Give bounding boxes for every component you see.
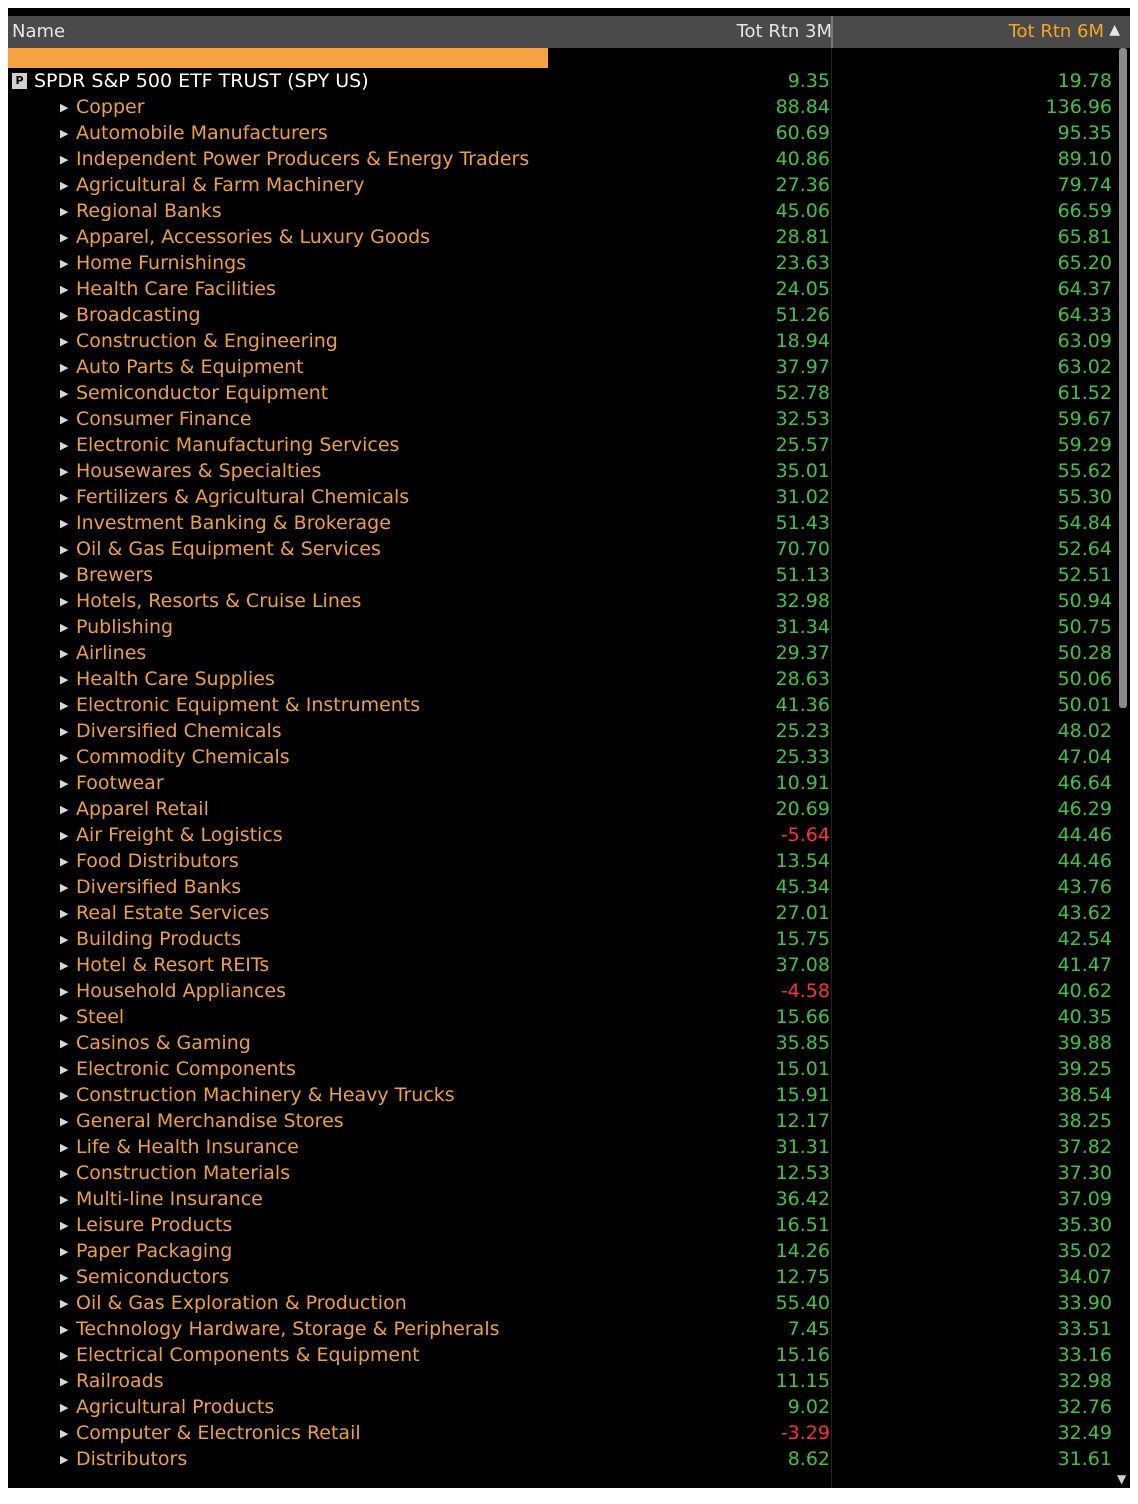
expand-arrow-icon[interactable]: ▶ bbox=[60, 101, 69, 114]
row-name: Home Furnishings bbox=[76, 252, 247, 274]
row-tot-rtn-6m: 59.29 bbox=[1057, 434, 1112, 456]
sort-arrow-icon[interactable]: ▲ bbox=[1109, 22, 1120, 38]
row-tot-rtn-3m: 41.36 bbox=[775, 694, 830, 716]
row-tot-rtn-6m: 50.94 bbox=[1057, 590, 1112, 612]
table-row[interactable] bbox=[8, 302, 1116, 328]
row-name: Agricultural & Farm Machinery bbox=[76, 174, 365, 196]
row-name: Leisure Products bbox=[76, 1214, 233, 1236]
row-name: Technology Hardware, Storage & Peripherals bbox=[76, 1318, 500, 1340]
expand-arrow-icon[interactable]: ▶ bbox=[60, 595, 69, 608]
expand-arrow-icon[interactable]: ▶ bbox=[60, 361, 69, 374]
expand-arrow-icon[interactable]: ▶ bbox=[60, 543, 69, 556]
row-tot-rtn-3m: 51.13 bbox=[775, 564, 830, 586]
table-row[interactable] bbox=[8, 1056, 1116, 1082]
row-tot-rtn-3m: 15.91 bbox=[775, 1084, 830, 1106]
row-tot-rtn-6m: 89.10 bbox=[1057, 148, 1112, 170]
scroll-down-arrow-icon[interactable]: ▼ bbox=[1117, 1472, 1127, 1486]
table-row[interactable] bbox=[8, 146, 1116, 172]
expand-arrow-icon[interactable]: ▶ bbox=[60, 439, 69, 452]
row-tot-rtn-3m: 9.35 bbox=[787, 70, 830, 92]
expand-arrow-icon[interactable]: ▶ bbox=[60, 1063, 69, 1076]
row-tot-rtn-3m: 25.33 bbox=[775, 746, 830, 768]
expand-arrow-icon[interactable]: ▶ bbox=[60, 231, 69, 244]
table-row[interactable] bbox=[8, 406, 1116, 432]
row-name: Regional Banks bbox=[76, 200, 222, 222]
row-name: SPDR S&P 500 ETF TRUST (SPY US) bbox=[34, 70, 369, 92]
row-name: Construction Materials bbox=[76, 1162, 291, 1184]
expand-arrow-icon[interactable]: ▶ bbox=[60, 907, 69, 920]
row-tot-rtn-6m: 50.06 bbox=[1057, 668, 1112, 690]
table-row[interactable] bbox=[8, 588, 1116, 614]
row-tot-rtn-3m: 11.15 bbox=[775, 1370, 830, 1392]
row-tot-rtn-3m: 32.98 bbox=[775, 590, 830, 612]
row-tot-rtn-3m: 28.63 bbox=[775, 668, 830, 690]
table-row[interactable] bbox=[8, 718, 1116, 744]
row-tot-rtn-6m: 79.74 bbox=[1057, 174, 1112, 196]
row-tot-rtn-3m: 32.53 bbox=[775, 408, 830, 430]
expand-arrow-icon[interactable]: ▶ bbox=[60, 1219, 69, 1232]
row-tot-rtn-3m: -3.29 bbox=[780, 1422, 830, 1444]
row-tot-rtn-6m: 35.30 bbox=[1057, 1214, 1112, 1236]
expand-arrow-icon[interactable]: ▶ bbox=[60, 309, 69, 322]
row-name: Broadcasting bbox=[76, 304, 201, 326]
row-name: Construction Machinery & Heavy Trucks bbox=[76, 1084, 455, 1106]
row-tot-rtn-3m: 37.97 bbox=[775, 356, 830, 378]
table-row[interactable] bbox=[8, 1420, 1116, 1446]
row-name: Apparel Retail bbox=[76, 798, 209, 820]
row-tot-rtn-6m: 55.62 bbox=[1057, 460, 1112, 482]
expand-arrow-icon[interactable]: ▶ bbox=[60, 153, 69, 166]
row-tot-rtn-6m: 37.30 bbox=[1057, 1162, 1112, 1184]
row-name: Brewers bbox=[76, 564, 154, 586]
row-tot-rtn-6m: 41.47 bbox=[1057, 954, 1112, 976]
row-name: Multi-line Insurance bbox=[76, 1188, 263, 1210]
expand-arrow-icon[interactable]: ▶ bbox=[60, 465, 69, 478]
row-tot-rtn-3m: 60.69 bbox=[775, 122, 830, 144]
table-row[interactable] bbox=[8, 1316, 1116, 1342]
expand-arrow-icon[interactable]: ▶ bbox=[60, 1141, 69, 1154]
scrollbar-thumb[interactable] bbox=[1119, 48, 1127, 708]
row-name: Health Care Supplies bbox=[76, 668, 275, 690]
expand-arrow-icon[interactable]: ▶ bbox=[60, 803, 69, 816]
row-name: Electronic Equipment & Instruments bbox=[76, 694, 421, 716]
table-row[interactable] bbox=[8, 536, 1116, 562]
row-tot-rtn-3m: 31.31 bbox=[775, 1136, 830, 1158]
row-tot-rtn-3m: 51.26 bbox=[775, 304, 830, 326]
row-tot-rtn-6m: 64.33 bbox=[1057, 304, 1112, 326]
row-tot-rtn-3m: 23.63 bbox=[775, 252, 830, 274]
row-tot-rtn-6m: 66.59 bbox=[1057, 200, 1112, 222]
expand-arrow-icon[interactable]: ▶ bbox=[60, 881, 69, 894]
expand-arrow-icon[interactable]: ▶ bbox=[60, 855, 69, 868]
expand-arrow-icon[interactable]: ▶ bbox=[60, 1167, 69, 1180]
table-row[interactable] bbox=[8, 1082, 1116, 1108]
row-tot-rtn-6m: 47.04 bbox=[1057, 746, 1112, 768]
row-tot-rtn-6m: 37.09 bbox=[1057, 1188, 1112, 1210]
row-tot-rtn-6m: 64.37 bbox=[1057, 278, 1112, 300]
row-tot-rtn-3m: 13.54 bbox=[775, 850, 830, 872]
row-name: Oil & Gas Equipment & Services bbox=[76, 538, 381, 560]
row-tot-rtn-6m: 32.76 bbox=[1057, 1396, 1112, 1418]
row-tot-rtn-3m: 7.45 bbox=[787, 1318, 830, 1340]
filter-row[interactable] bbox=[8, 48, 548, 68]
vertical-scrollbar[interactable] bbox=[1116, 48, 1130, 1488]
row-tot-rtn-3m: 16.51 bbox=[775, 1214, 830, 1236]
row-tot-rtn-3m: 14.26 bbox=[775, 1240, 830, 1262]
expand-arrow-icon[interactable]: ▶ bbox=[60, 1115, 69, 1128]
row-tot-rtn-6m: 43.76 bbox=[1057, 876, 1112, 898]
row-tot-rtn-3m: 55.40 bbox=[775, 1292, 830, 1314]
expand-arrow-icon[interactable]: ▶ bbox=[60, 699, 69, 712]
row-tot-rtn-6m: 33.16 bbox=[1057, 1344, 1112, 1366]
row-name: Electronic Manufacturing Services bbox=[76, 434, 400, 456]
row-tot-rtn-3m: 51.43 bbox=[775, 512, 830, 534]
row-tot-rtn-6m: 42.54 bbox=[1057, 928, 1112, 950]
row-tot-rtn-3m: 27.36 bbox=[775, 174, 830, 196]
table-row[interactable] bbox=[8, 432, 1116, 458]
row-tot-rtn-3m: 15.75 bbox=[775, 928, 830, 950]
row-name: Agricultural Products bbox=[76, 1396, 275, 1418]
row-tot-rtn-3m: 15.66 bbox=[775, 1006, 830, 1028]
expand-arrow-icon[interactable]: ▶ bbox=[60, 283, 69, 296]
table-row[interactable] bbox=[8, 1030, 1116, 1056]
row-tot-rtn-6m: 46.64 bbox=[1057, 772, 1112, 794]
row-tot-rtn-6m: 55.30 bbox=[1057, 486, 1112, 508]
row-tot-rtn-6m: 35.02 bbox=[1057, 1240, 1112, 1262]
row-tot-rtn-3m: 29.37 bbox=[775, 642, 830, 664]
expand-arrow-icon[interactable]: ▶ bbox=[60, 1323, 69, 1336]
row-name: Paper Packaging bbox=[76, 1240, 233, 1262]
column-header-tot-rtn-6m[interactable]: Tot Rtn 6M bbox=[1008, 21, 1104, 42]
row-name: Copper bbox=[76, 96, 145, 118]
expand-arrow-icon[interactable]: ▶ bbox=[60, 933, 69, 946]
row-tot-rtn-6m: 65.20 bbox=[1057, 252, 1112, 274]
row-tot-rtn-3m: -4.58 bbox=[780, 980, 830, 1002]
table-row[interactable] bbox=[8, 848, 1116, 874]
row-tot-rtn-3m: 37.08 bbox=[775, 954, 830, 976]
row-tot-rtn-6m: 33.51 bbox=[1057, 1318, 1112, 1340]
row-tot-rtn-3m: 40.86 bbox=[775, 148, 830, 170]
table-row[interactable] bbox=[8, 1134, 1116, 1160]
row-tot-rtn-3m: 18.94 bbox=[775, 330, 830, 352]
expand-arrow-icon[interactable]: ▶ bbox=[60, 1401, 69, 1414]
row-name: Real Estate Services bbox=[76, 902, 270, 924]
row-tot-rtn-6m: 61.52 bbox=[1057, 382, 1112, 404]
row-tot-rtn-3m: 35.85 bbox=[775, 1032, 830, 1054]
table-row[interactable] bbox=[8, 926, 1116, 952]
row-tot-rtn-6m: 39.88 bbox=[1057, 1032, 1112, 1054]
row-tot-rtn-6m: 38.54 bbox=[1057, 1084, 1112, 1106]
expand-arrow-icon[interactable]: ▶ bbox=[60, 1245, 69, 1258]
row-tot-rtn-3m: 9.02 bbox=[787, 1396, 830, 1418]
table-row[interactable] bbox=[8, 744, 1116, 770]
row-name: Electronic Components bbox=[76, 1058, 296, 1080]
row-tot-rtn-3m: 88.84 bbox=[775, 96, 830, 118]
row-tot-rtn-6m: 32.49 bbox=[1057, 1422, 1112, 1444]
column-header-tot-rtn-3m[interactable]: Tot Rtn 3M bbox=[736, 21, 832, 42]
row-name: Airlines bbox=[76, 642, 147, 664]
row-name: Automobile Manufacturers bbox=[76, 122, 328, 144]
column-header-bar bbox=[8, 16, 1130, 48]
expand-arrow-icon[interactable]: ▶ bbox=[60, 1375, 69, 1388]
row-tot-rtn-6m: 54.84 bbox=[1057, 512, 1112, 534]
row-name: Casinos & Gaming bbox=[76, 1032, 251, 1054]
row-tot-rtn-3m: 10.91 bbox=[775, 772, 830, 794]
table-row[interactable] bbox=[8, 1004, 1116, 1030]
row-name: Consumer Finance bbox=[76, 408, 252, 430]
row-tot-rtn-3m: 25.23 bbox=[775, 720, 830, 742]
row-tot-rtn-6m: 31.61 bbox=[1057, 1448, 1112, 1470]
expand-arrow-icon[interactable]: ▶ bbox=[60, 517, 69, 530]
expand-arrow-icon[interactable]: ▶ bbox=[60, 959, 69, 972]
row-tot-rtn-6m: 43.62 bbox=[1057, 902, 1112, 924]
row-name: Life & Health Insurance bbox=[76, 1136, 299, 1158]
expand-arrow-icon[interactable]: ▶ bbox=[60, 1271, 69, 1284]
table-row[interactable] bbox=[8, 276, 1116, 302]
row-tot-rtn-6m: 34.07 bbox=[1057, 1266, 1112, 1288]
expand-arrow-icon[interactable]: ▶ bbox=[60, 569, 69, 582]
table-row[interactable] bbox=[8, 1186, 1116, 1212]
table-row[interactable] bbox=[8, 952, 1116, 978]
row-name: Diversified Banks bbox=[76, 876, 242, 898]
row-tot-rtn-3m: 31.02 bbox=[775, 486, 830, 508]
table-row[interactable] bbox=[8, 666, 1116, 692]
expand-arrow-icon[interactable]: ▶ bbox=[60, 673, 69, 686]
row-name: Oil & Gas Exploration & Production bbox=[76, 1292, 407, 1314]
expand-arrow-icon[interactable]: ▶ bbox=[60, 1037, 69, 1050]
table-row[interactable] bbox=[8, 354, 1116, 380]
row-tot-rtn-6m: 32.98 bbox=[1057, 1370, 1112, 1392]
expand-arrow-icon[interactable]: ▶ bbox=[60, 1011, 69, 1024]
row-name: Electrical Components & Equipment bbox=[76, 1344, 420, 1366]
row-name: Air Freight & Logistics bbox=[76, 824, 283, 846]
row-tot-rtn-6m: 33.90 bbox=[1057, 1292, 1112, 1314]
table-row[interactable] bbox=[8, 822, 1116, 848]
expand-arrow-icon[interactable]: ▶ bbox=[60, 985, 69, 998]
row-tot-rtn-6m: 40.35 bbox=[1057, 1006, 1112, 1028]
table-row[interactable] bbox=[8, 172, 1116, 198]
row-tot-rtn-3m: 52.78 bbox=[775, 382, 830, 404]
expand-arrow-icon[interactable]: ▶ bbox=[60, 1089, 69, 1102]
row-name: Fertilizers & Agricultural Chemicals bbox=[76, 486, 410, 508]
row-tot-rtn-6m: 52.51 bbox=[1057, 564, 1112, 586]
table-row[interactable] bbox=[8, 1342, 1116, 1368]
row-tot-rtn-6m: 38.25 bbox=[1057, 1110, 1112, 1132]
row-tot-rtn-6m: 48.02 bbox=[1057, 720, 1112, 742]
expand-arrow-icon[interactable]: ▶ bbox=[60, 179, 69, 192]
column-header-name[interactable]: Name bbox=[12, 21, 66, 42]
table-row[interactable] bbox=[8, 94, 1116, 120]
row-name: Housewares & Specialties bbox=[76, 460, 322, 482]
row-name: Publishing bbox=[76, 616, 174, 638]
row-tot-rtn-6m: 44.46 bbox=[1057, 824, 1112, 846]
row-tot-rtn-3m: 12.17 bbox=[775, 1110, 830, 1132]
table-row[interactable] bbox=[8, 1264, 1116, 1290]
expand-arrow-icon[interactable]: ▶ bbox=[60, 829, 69, 842]
expand-arrow-icon[interactable]: ▶ bbox=[60, 751, 69, 764]
table-row[interactable] bbox=[8, 380, 1116, 406]
row-name: Hotels, Resorts & Cruise Lines bbox=[76, 590, 362, 612]
table-row[interactable] bbox=[8, 614, 1116, 640]
row-name: Railroads bbox=[76, 1370, 164, 1392]
table-row[interactable] bbox=[8, 458, 1116, 484]
row-name: Hotel & Resort REITs bbox=[76, 954, 270, 976]
row-tot-rtn-6m: 50.75 bbox=[1057, 616, 1112, 638]
row-tot-rtn-6m: 136.96 bbox=[1045, 96, 1112, 118]
industry-rows bbox=[8, 94, 1116, 1472]
row-tot-rtn-6m: 37.82 bbox=[1057, 1136, 1112, 1158]
table-row[interactable] bbox=[8, 874, 1116, 900]
row-name: General Merchandise Stores bbox=[76, 1110, 344, 1132]
table-row[interactable] bbox=[8, 692, 1116, 718]
row-tot-rtn-3m: 36.42 bbox=[775, 1188, 830, 1210]
row-name: Construction & Engineering bbox=[76, 330, 338, 352]
table-row[interactable] bbox=[8, 224, 1116, 250]
row-tot-rtn-3m: 28.81 bbox=[775, 226, 830, 248]
row-name: Semiconductor Equipment bbox=[76, 382, 329, 404]
row-tot-rtn-3m: 70.70 bbox=[775, 538, 830, 560]
document-icon[interactable]: P bbox=[12, 73, 27, 89]
row-tot-rtn-6m: 65.81 bbox=[1057, 226, 1112, 248]
table-row[interactable] bbox=[8, 1394, 1116, 1420]
table-row-root[interactable] bbox=[8, 68, 1116, 94]
table-row[interactable] bbox=[8, 562, 1116, 588]
table-row[interactable] bbox=[8, 1108, 1116, 1134]
row-name: Building Products bbox=[76, 928, 242, 950]
expand-arrow-icon[interactable]: ▶ bbox=[60, 777, 69, 790]
table-row[interactable] bbox=[8, 796, 1116, 822]
expand-arrow-icon[interactable]: ▶ bbox=[60, 647, 69, 660]
table-row[interactable] bbox=[8, 1160, 1116, 1186]
row-tot-rtn-3m: -5.64 bbox=[780, 824, 830, 846]
row-name: Apparel, Accessories & Luxury Goods bbox=[76, 226, 431, 248]
table-row[interactable] bbox=[8, 900, 1116, 926]
table-row[interactable] bbox=[8, 1212, 1116, 1238]
row-tot-rtn-6m: 50.01 bbox=[1057, 694, 1112, 716]
row-tot-rtn-6m: 39.25 bbox=[1057, 1058, 1112, 1080]
table-row[interactable] bbox=[8, 1446, 1116, 1472]
row-tot-rtn-3m: 31.34 bbox=[775, 616, 830, 638]
row-tot-rtn-6m: 63.09 bbox=[1057, 330, 1112, 352]
row-tot-rtn-6m: 63.02 bbox=[1057, 356, 1112, 378]
expand-arrow-icon[interactable]: ▶ bbox=[60, 621, 69, 634]
row-tot-rtn-6m: 50.28 bbox=[1057, 642, 1112, 664]
table-row[interactable] bbox=[8, 510, 1116, 536]
data-grid-window bbox=[8, 8, 1130, 1488]
row-name: Food Distributors bbox=[76, 850, 239, 872]
row-tot-rtn-3m: 35.01 bbox=[775, 460, 830, 482]
row-name: Commodity Chemicals bbox=[76, 746, 290, 768]
expand-arrow-icon[interactable]: ▶ bbox=[60, 387, 69, 400]
row-tot-rtn-6m: 40.62 bbox=[1057, 980, 1112, 1002]
table-row[interactable] bbox=[8, 1238, 1116, 1264]
expand-arrow-icon[interactable]: ▶ bbox=[60, 127, 69, 140]
table-row[interactable] bbox=[8, 640, 1116, 666]
row-tot-rtn-3m: 12.53 bbox=[775, 1162, 830, 1184]
row-name: Semiconductors bbox=[76, 1266, 229, 1288]
row-tot-rtn-3m: 20.69 bbox=[775, 798, 830, 820]
expand-arrow-icon[interactable]: ▶ bbox=[60, 1453, 69, 1466]
expand-arrow-icon[interactable]: ▶ bbox=[60, 1297, 69, 1310]
expand-arrow-icon[interactable]: ▶ bbox=[60, 205, 69, 218]
row-tot-rtn-3m: 45.06 bbox=[775, 200, 830, 222]
expand-arrow-icon[interactable]: ▶ bbox=[60, 1349, 69, 1362]
row-tot-rtn-3m: 15.16 bbox=[775, 1344, 830, 1366]
row-name: Diversified Chemicals bbox=[76, 720, 282, 742]
row-tot-rtn-3m: 15.01 bbox=[775, 1058, 830, 1080]
row-name: Independent Power Producers & Energy Traders bbox=[76, 148, 530, 170]
expand-arrow-icon[interactable]: ▶ bbox=[60, 491, 69, 504]
table-row[interactable] bbox=[8, 484, 1116, 510]
expand-arrow-icon[interactable]: ▶ bbox=[60, 1193, 69, 1206]
row-name: Auto Parts & Equipment bbox=[76, 356, 304, 378]
row-name: Health Care Facilities bbox=[76, 278, 276, 300]
table-body bbox=[8, 68, 1116, 1472]
row-tot-rtn-3m: 45.34 bbox=[775, 876, 830, 898]
row-tot-rtn-6m: 44.46 bbox=[1057, 850, 1112, 872]
row-tot-rtn-6m: 52.64 bbox=[1057, 538, 1112, 560]
row-name: Steel bbox=[76, 1006, 125, 1028]
table-row[interactable] bbox=[8, 328, 1116, 354]
expand-arrow-icon[interactable]: ▶ bbox=[60, 257, 69, 270]
expand-arrow-icon[interactable]: ▶ bbox=[60, 335, 69, 348]
row-tot-rtn-3m: 25.57 bbox=[775, 434, 830, 456]
expand-arrow-icon[interactable]: ▶ bbox=[60, 725, 69, 738]
table-row[interactable] bbox=[8, 250, 1116, 276]
row-tot-rtn-6m: 19.78 bbox=[1057, 70, 1112, 92]
row-tot-rtn-6m: 59.67 bbox=[1057, 408, 1112, 430]
row-tot-rtn-3m: 12.75 bbox=[775, 1266, 830, 1288]
row-name: Investment Banking & Brokerage bbox=[76, 512, 391, 534]
row-name: Footwear bbox=[76, 772, 164, 794]
row-tot-rtn-6m: 46.29 bbox=[1057, 798, 1112, 820]
row-name: Distributors bbox=[76, 1448, 188, 1470]
table-row[interactable] bbox=[8, 1290, 1116, 1316]
table-row[interactable] bbox=[8, 1368, 1116, 1394]
table-row[interactable] bbox=[8, 198, 1116, 224]
row-tot-rtn-6m: 95.35 bbox=[1057, 122, 1112, 144]
row-name: Computer & Electronics Retail bbox=[76, 1422, 361, 1444]
table-row[interactable] bbox=[8, 978, 1116, 1004]
row-name: Household Appliances bbox=[76, 980, 286, 1002]
table-row[interactable] bbox=[8, 770, 1116, 796]
expand-arrow-icon[interactable]: ▶ bbox=[60, 413, 69, 426]
row-tot-rtn-3m: 24.05 bbox=[775, 278, 830, 300]
row-tot-rtn-3m: 8.62 bbox=[787, 1448, 830, 1470]
expand-arrow-icon[interactable]: ▶ bbox=[60, 1427, 69, 1440]
table-row[interactable] bbox=[8, 120, 1116, 146]
row-tot-rtn-3m: 27.01 bbox=[775, 902, 830, 924]
